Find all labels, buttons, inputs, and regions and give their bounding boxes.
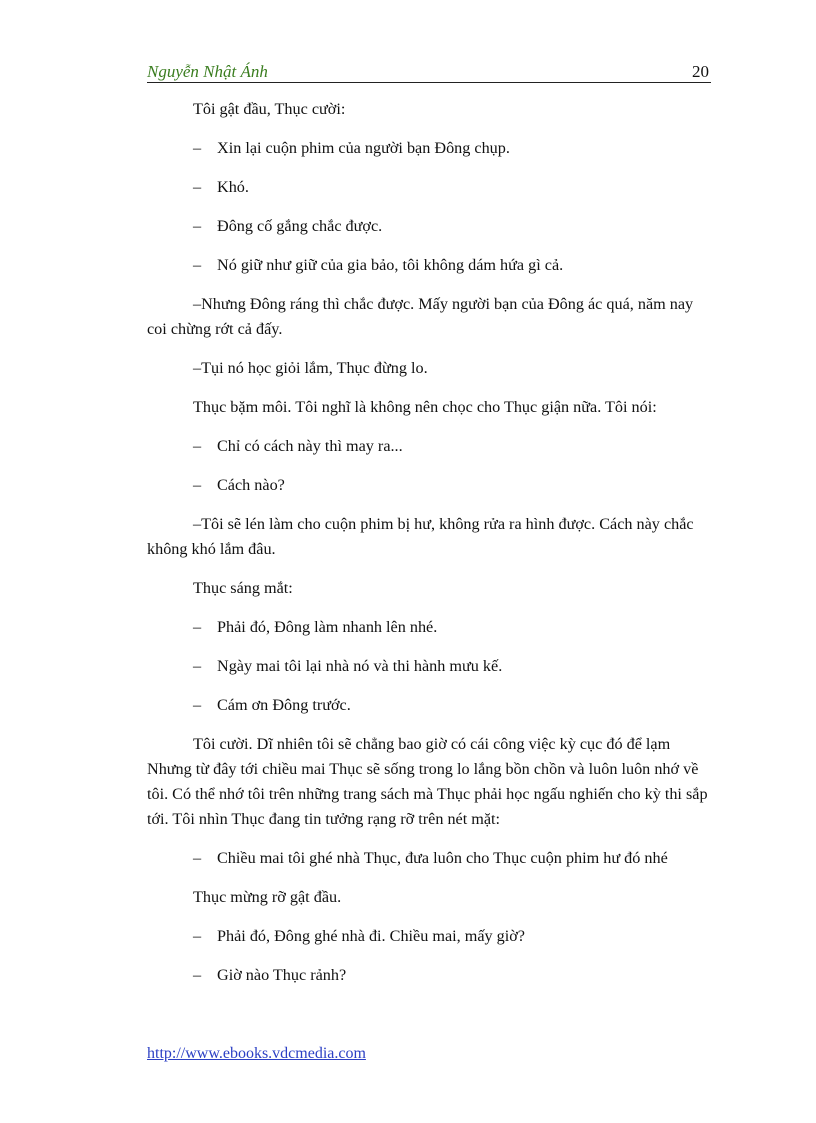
dialogue-text: Ngày mai tôi lại nhà nó và thi hành mưu kế.	[217, 657, 503, 675]
dialogue-text: Phải đó, Đông ghé nhà đi. Chiều mai, mấy giờ?	[217, 927, 525, 945]
page-number: 20	[692, 62, 709, 81]
dialogue-dash: –	[193, 849, 202, 867]
dialogue-line	[147, 846, 711, 871]
paragraph: Tôi cười. Dĩ nhiên tôi sẽ chẳng bao giờ có cái công việc kỳ cục đó để lạm Nhưng từ đây tới chiều mai Thục sẽ sống trong lo lắng bồn chồn và luôn luôn nhớ về tôi. Có thể nhớ tôi trên những trang sách mà Thục phải học ngấu nghiến cho kỳ thi sắp tới. Tôi nhìn Thục đang tin tưởng rạng rỡ trên nét mặt:	[147, 735, 708, 828]
paragraph: –Tôi sẽ lén làm cho cuộn phim bị hư, không rửa ra hình được. Cách này chắc không khó lắm đâu.	[147, 515, 694, 558]
page-header	[147, 60, 711, 83]
paragraph: –Tụi nó học giỏi lắm, Thục đừng lo.	[193, 359, 428, 377]
dialogue-dash: –	[193, 139, 202, 157]
dialogue-dash: –	[193, 476, 202, 494]
dialogue-dash: –	[193, 696, 202, 714]
dialogue-text: Xin lại cuộn phim của người bạn Đông chụp.	[217, 139, 510, 157]
paragraph: Tôi gật đầu, Thục cười:	[193, 100, 346, 118]
dialogue-text: Nó giữ như giữ của gia bảo, tôi không dám hứa gì cả.	[217, 256, 564, 274]
paragraph: Thục sáng mắt:	[193, 579, 293, 597]
dialogue-line	[147, 924, 711, 949]
dialogue-dash: –	[193, 966, 202, 984]
paragraph: Thục bặm môi. Tôi nghĩ là không nên chọc cho Thục giận nữa. Tôi nói:	[193, 398, 657, 416]
page-body	[147, 97, 711, 1002]
dialogue-line	[147, 175, 711, 200]
dialogue-line	[147, 434, 711, 459]
dialogue-text: Chỉ có cách này thì may ra...	[217, 437, 403, 455]
dialogue-line	[147, 473, 711, 498]
dialogue-text: Chiều mai tôi ghé nhà Thục, đưa luôn cho Thục cuộn phim hư đó nhé	[217, 849, 668, 867]
dialogue-line	[147, 693, 711, 718]
dialogue-dash: –	[193, 178, 202, 196]
dialogue-line	[147, 615, 711, 640]
dialogue-text: Đông cố gắng chắc được.	[217, 217, 383, 235]
dialogue-text: Khó.	[217, 178, 249, 196]
header-author: Nguyễn Nhật Ánh	[147, 62, 268, 81]
dialogue-dash: –	[193, 927, 202, 945]
dialogue-dash: –	[193, 437, 202, 455]
footer-link[interactable]: http://www.ebooks.vdcmedia.com	[147, 1045, 366, 1062]
dialogue-dash: –	[193, 657, 202, 675]
dialogue-line	[147, 253, 711, 278]
dialogue-dash: –	[193, 256, 202, 274]
dialogue-dash: –	[193, 217, 202, 235]
dialogue-text: Cách nào?	[217, 476, 285, 494]
dialogue-line	[147, 214, 711, 239]
dialogue-dash: –	[193, 618, 202, 636]
paragraph: –Nhưng Đông ráng thì chắc được. Mấy người bạn của Đông ác quá, năm nay coi chừng rớt cả đấy.	[147, 295, 694, 338]
dialogue-text: Giờ nào Thục rảnh?	[217, 966, 347, 984]
dialogue-line	[147, 963, 711, 988]
dialogue-line	[147, 136, 711, 161]
paragraph: Thục mừng rỡ gật đầu.	[193, 888, 342, 906]
dialogue-text: Phải đó, Đông làm nhanh lên nhé.	[217, 618, 438, 636]
dialogue-line	[147, 654, 711, 679]
dialogue-text: Cám ơn Đông trước.	[217, 696, 351, 714]
